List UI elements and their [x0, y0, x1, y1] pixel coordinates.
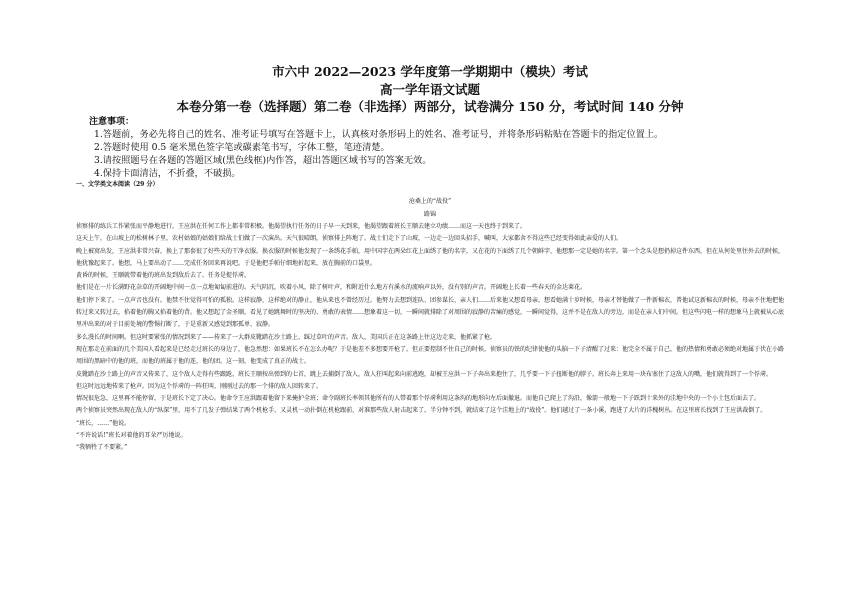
article-paragraph: “我牺牲了不要紧。”	[76, 444, 128, 452]
notice-item: 4.保持卡面清洁，不折叠，不破损。	[94, 168, 241, 179]
article-paragraph: 但这时远远地传来了枪声。因为这个俘虏的一阵狂叫，刚刚过去的那一个排的敌人回转来了。	[76, 382, 323, 390]
article-paragraph: 侦察排的练兵工作紧张而平静地进行，王应洪在任何工作上都非常积极。他渴望执行任务的日子早一天到来，他渴望跟着班长王顺去建立功绩……而这一天也终于到来了。	[76, 223, 527, 230]
notice-item: 1.答题前，务必先将自己的姓名、准考证号填写在答题卡上，认真核对条形码上的姓名、准考证号，并将条形码粘贴在答题卡的指定位置上。	[94, 129, 664, 140]
article-paragraph: 多么漫长的时间啊。但这时要紧张的情况到来了——传来了一大群皮靴踏在沙土路上、踩过草叶的声音。敌人，美国兵正在这条路上往这边走来，他抓紧了枪。	[76, 333, 497, 341]
article-paragraph: 现在那走在前面的几个美国人看起来是已经走过班长的身边了，他急然想：如果班长不在怎么办呢？于是他差不多想要开枪了。但正要控制不住自己的时候，侦察员的铁的纪律使他的头脑一下子清醒了过来：他完全不属于自己，他的热情和勇敢必须绝对地属于伏在小路周围的黑暗中的他的班，而他的班属于他的连，他的团。这一刻，他变成了真正的战士。	[76, 345, 785, 366]
article-paragraph: 皮靴踏在沙土路上的声音又传来了，这个敌人走得有些踉跄。班长王顺按出弹到的七首，跳上去捕倒了敌人，敌人狂叫起来向前逃跑，却被王应洪一下子奔出来抱住了，几乎要一下子扭断他的脖子。班长奔上来用一块布塞住了这敌人的嘴，他们就得到了一个俘虏。	[76, 370, 773, 378]
exam-instructions-line: 本卷分第一卷（选择题）第二卷（非选择）两部分，试卷满分 150 分，考试时间 140 分钟	[176, 99, 684, 114]
article-paragraph: “班长，……”他说。	[76, 419, 131, 427]
article-paragraph: 黄昏的时候，王顺就带着他的班出发到敌后去了。任务是捉俘虏。	[76, 272, 251, 280]
article-paragraph: 他们是在一片长满野花杂草的开阔地中间一点一点地匍匐前进的。天气阴沉，吹着小风，除了树叶声，和附近什么地方有溪水的流响声以外，没有别的声音。开阔地上长着一些春天的金达莱花。	[76, 284, 587, 292]
notice-item: 3.请按照题号在各题的答题区域(黑色线框)内作答，超出答题区域书写的答案无效。	[94, 155, 432, 166]
article-paragraph: 情况很危急，这里再不能停留，于是班长下定了决心。他命令王应洪跟着他留下来掩护全班；命令副班长率领其他所有的人带着那个俘虏利用这条沟的地形向左后面撤退。而他自己爬上了沟沿，像箭一般地一下子跃到十来外的洼地中央的一个小土包后面去了。	[76, 395, 761, 403]
article-author: 路锦	[423, 211, 436, 218]
article-paragraph: 晚上被窝出发，王应洪非常兴奋，换上了那套很了好些天的干净衣服。换衣服的时候他发现了一条绣花手帕，用中国字在两朵红花上面绣了他的名字，又在花的下面绣了几个朝鲜字，他想那一定是她的名字。第一个念头是想扔掉这件东西，但在从何处里往外去的时候，他犹豫起来了。他想，马上要出动了……完成任务回来再说吧。于是他把手帕仔细地折起来，放在胸前的口袋里。	[76, 247, 785, 267]
notice-item: 2.答题时使用 0.5 毫米黑色签字笔或碳素笔书写，字体工整，笔迹清楚。	[94, 142, 390, 153]
article-paragraph: 他们停下来了。一点声音也没有。他禁不住觉得可怕的孤独。这样寂静，这样绝对的静止，他从来也不曾经历过。他努力去想到连队、团参谋长、亲人们……后来他又想看母亲。想看她满十岁时候，母亲才替他做了一件新棉衣，普他试这新棉衣的时候，母亲不住地把他转过来又转过去，掐着他的胸又掐着他的背。他又想起了金圣顺，看见了她跳舞时的坚决的、勇敢的表情……想象着这一切，一瞬间就排除了对周围的寂静的苦痛的感觉，一瞬间觉得，这并不是在敌人的旁边，而是在亲人们中间。但这些闪电一样的想象马上就被从心底里冲出来的对于目前处境的警惕打断了，于是重新又感觉到那孤单、寂静。	[76, 296, 785, 329]
exam-subtitle: 高一学年语文试题	[379, 82, 480, 97]
section-heading: 一、文学类文本阅读（29 分）	[76, 181, 159, 188]
article-paragraph: 两个侦察员突然出现在敌人的“纵深”里，用不了几发子弹结果了两个机枪手，又灵机一动扑倒在机枪跟前，对准那些敌人射击起来了。半分钟不到，就结束了这个洼地上的“战役”。他们越过了一条小溪，跑进了大片的洋槐树丛。在这里班长找到了王应洪裁倒了。	[76, 407, 767, 415]
notice-heading: 注意事项：	[89, 117, 135, 127]
article-title: 沧桑上的“战役”	[408, 198, 452, 205]
article-paragraph: 这天上午，在山坡上的松树林子里，农村姑娘的姑娘们给战士们做了一次演出。天气很晴朗，侦察排上阵地了。战士们走下了山坡，一边走一边回头招手，喊叫，大家都舍不得这些已经变得如此亲爱的人们。	[76, 235, 623, 243]
exam-title: 市六中 2022—2023 学年度第一学期期中（模块）考试	[272, 64, 588, 79]
article-body	[76, 221, 788, 455]
article-paragraph: “不许说话!”班长对着他的耳朵严厉地说。	[76, 432, 187, 440]
